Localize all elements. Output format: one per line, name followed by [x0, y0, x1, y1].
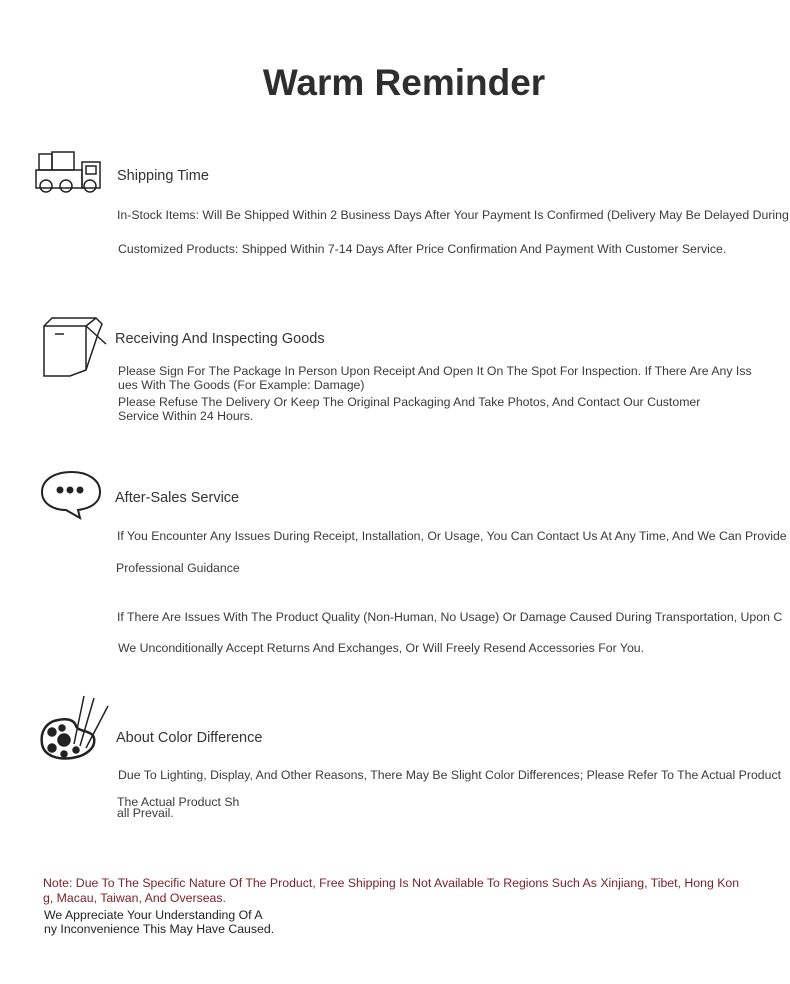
section-text: Due To Lighting, Display, And Other Reasons, There May Be Slight Color Differences; Please Refer To The Actual Product [118, 768, 782, 782]
section-text: In-Stock Items: Will Be Shipped Within 2 Business Days After Your Payment Is Confirmed (Delivery May Be Delayed During [117, 208, 789, 222]
section-heading: After-Sales Service [115, 490, 240, 506]
section-heading: Receiving And Inspecting Goods [115, 331, 325, 347]
shipping-note: g, Macau, Taiwan, And Overseas. [43, 891, 226, 905]
section-text: If There Are Issues With The Product Quality (Non-Human, No Usage) Or Damage Caused During Transportation, Upon C [117, 610, 783, 624]
shipping-note: Note: Due To The Specific Nature Of The Product, Free Shipping Is Not Available To Regions Such As Xinjiang, Tibet, Hong Kon [43, 876, 740, 890]
section-heading: About Color Difference [116, 730, 263, 746]
section-text: Professional Guidance [116, 561, 240, 575]
section-text: If You Encounter Any Issues During Receipt, Installation, Or Usage, You Can Contact Us At Any Time, And We Can Provide [117, 529, 787, 543]
truck-icon [34, 150, 114, 196]
palette-icon [38, 692, 118, 764]
closing-text: ny Inconvenience This May Have Caused. [44, 922, 275, 936]
speech-bubble-icon [38, 468, 106, 522]
section-text: The Actual Product Sh [117, 795, 240, 809]
page-title: Warm Reminder [262, 62, 546, 103]
section-text: Customized Products: Shipped Within 7-14 Days After Price Confirmation And Payment With Customer Service. [118, 242, 727, 256]
box-icon [40, 314, 110, 380]
section-heading: Shipping Time [117, 168, 209, 184]
closing-text: We Appreciate Your Understanding Of A [44, 908, 263, 922]
section-text: Please Sign For The Package In Person Upon Receipt And Open It On The Spot For Inspection. If There Are Any Iss [118, 364, 752, 378]
section-text: Please Refuse The Delivery Or Keep The Original Packaging And Take Photos, And Contact Our Customer [118, 395, 701, 409]
section-text: We Unconditionally Accept Returns And Exchanges, Or Will Freely Resend Accessories For You. [118, 641, 645, 655]
section-text: Service Within 24 Hours. [118, 409, 254, 423]
section-text: all Prevail. [117, 806, 174, 820]
section-text: ues With The Goods (For Example: Damage) [118, 378, 365, 392]
